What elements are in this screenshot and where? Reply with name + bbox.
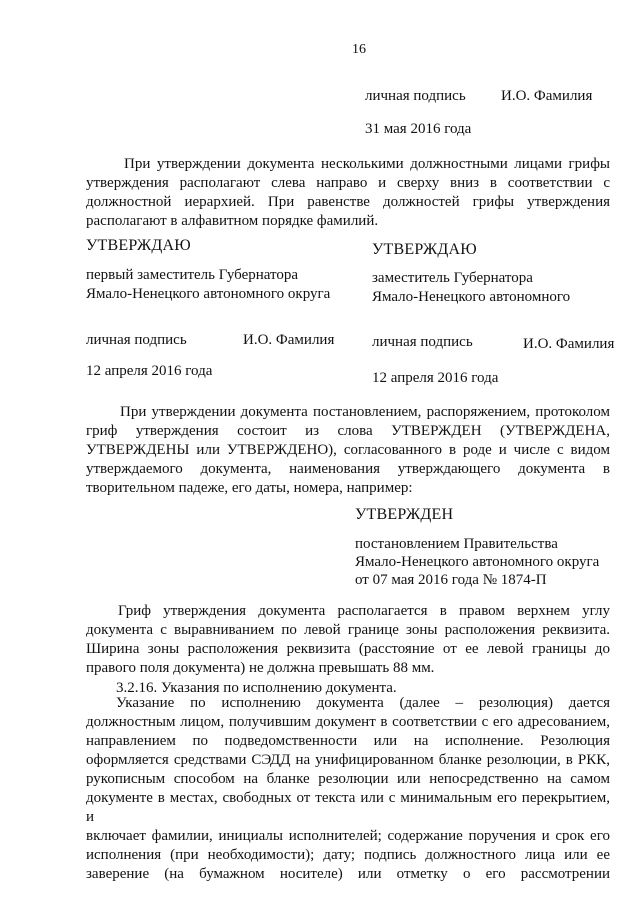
paragraph-line: рукописным способом на бланке резолюции или непосредственно на самом xyxy=(86,771,610,787)
paragraph-line: Ширина зоны расположения реквизита (расстояние от ее левой границы до xyxy=(86,641,610,657)
paragraph-line: утверждения располагают слева направо и сверху вниз в соответствии с xyxy=(86,175,610,191)
paragraph-line: УТВЕРЖДЕНЫ или УТВЕРЖДЕНО), согласованного в роде и числе с видом xyxy=(86,442,610,458)
signatory-name: И.О. Фамилия xyxy=(501,88,593,104)
paragraph-stamp-placement xyxy=(86,602,610,678)
paragraph-line: творительном падеже, его даты, номера, например: xyxy=(86,480,413,496)
approval-resolution-line: постановлением Правительства xyxy=(355,536,558,552)
paragraph-multiple-approvals xyxy=(86,155,610,231)
approval-resolution-line: от 07 мая 2016 года № 1874-П xyxy=(355,572,547,588)
paragraph-approval-by-resolution xyxy=(86,403,610,498)
paragraph-line: включает фамилии, инициалы исполнителей; содержание поручения и срок его xyxy=(86,828,610,844)
paragraph-line: документа с выравниванием по левой границе зоны расположения реквизита. xyxy=(86,622,610,638)
paragraph-line: гриф утверждения состоит из слова УТВЕРЖДЕН (УТВЕРЖДЕНА, xyxy=(86,423,610,439)
paragraph-line: При утверждении документа постановлением, распоряжением, протоколом xyxy=(120,404,610,420)
approval-position-line: Ямало-Ненецкого автономного округа xyxy=(86,286,331,302)
paragraph-line: Гриф утверждения документа располагается в правом верхнем углу xyxy=(118,603,610,619)
approval-position-line: Ямало-Ненецкого автономного xyxy=(372,289,571,305)
approval-heading: УТВЕРЖДЕН xyxy=(355,506,454,523)
approval-position-line: заместитель Губернатора xyxy=(372,270,533,286)
signatory-name: И.О. Фамилия xyxy=(243,332,335,348)
approval-heading: УТВЕРЖДАЮ xyxy=(372,241,477,258)
approval-heading: УТВЕРЖДАЮ xyxy=(86,237,191,254)
signature-label: личная подпись xyxy=(365,88,466,104)
approval-date: 12 апреля 2016 года xyxy=(372,370,499,386)
signature-label: личная подпись xyxy=(86,332,187,348)
paragraph-line: направлением по подведомственности или на исполнение. Резолюция xyxy=(86,733,610,749)
signature-label: личная подпись xyxy=(372,334,473,350)
signature-date: 31 мая 2016 года xyxy=(365,121,472,137)
paragraph-resolution xyxy=(86,694,610,884)
paragraph-line: должностной иерархией. При равенстве должностей грифы утверждения xyxy=(86,194,610,210)
approval-resolution-line: Ямало-Ненецкого автономного округа xyxy=(355,554,600,570)
paragraph-line: заверение (на бумажном носителе) или отметку о его рассмотрении xyxy=(86,866,610,882)
paragraph-line: При утверждении документа несколькими должностными лицами грифы xyxy=(124,156,610,172)
signatory-name: И.О. Фамилия xyxy=(523,336,615,352)
paragraph-line: располагают в алфавитном порядке фамилий. xyxy=(86,213,379,229)
approval-position-line: первый заместитель Губернатора xyxy=(86,267,299,283)
paragraph-line: правого поля документа) не должна превышать 88 мм. xyxy=(86,660,435,676)
approval-date: 12 апреля 2016 года xyxy=(86,363,213,379)
paragraph-line: Указание по исполнению документа (далее – резолюция) дается xyxy=(116,695,610,711)
section-heading: 3.2.16. Указания по исполнению документа. xyxy=(116,680,397,696)
paragraph-line: документе в местах, свободных от текста или с минимальным его перекрытием, и xyxy=(86,790,610,825)
page-number: 16 xyxy=(352,42,366,57)
paragraph-line: утверждаемого документа, наименования утверждающего документа в xyxy=(86,461,610,477)
paragraph-line: должностным лицом, получившим документ в соответствии с его адресованием, xyxy=(86,714,610,730)
paragraph-line: оформляется средствами СЭДД на унифицированном бланке резолюции, в РКК, xyxy=(86,752,610,768)
paragraph-line: исполнения (при необходимости); дату; подпись должностного лица или ее xyxy=(86,847,610,863)
